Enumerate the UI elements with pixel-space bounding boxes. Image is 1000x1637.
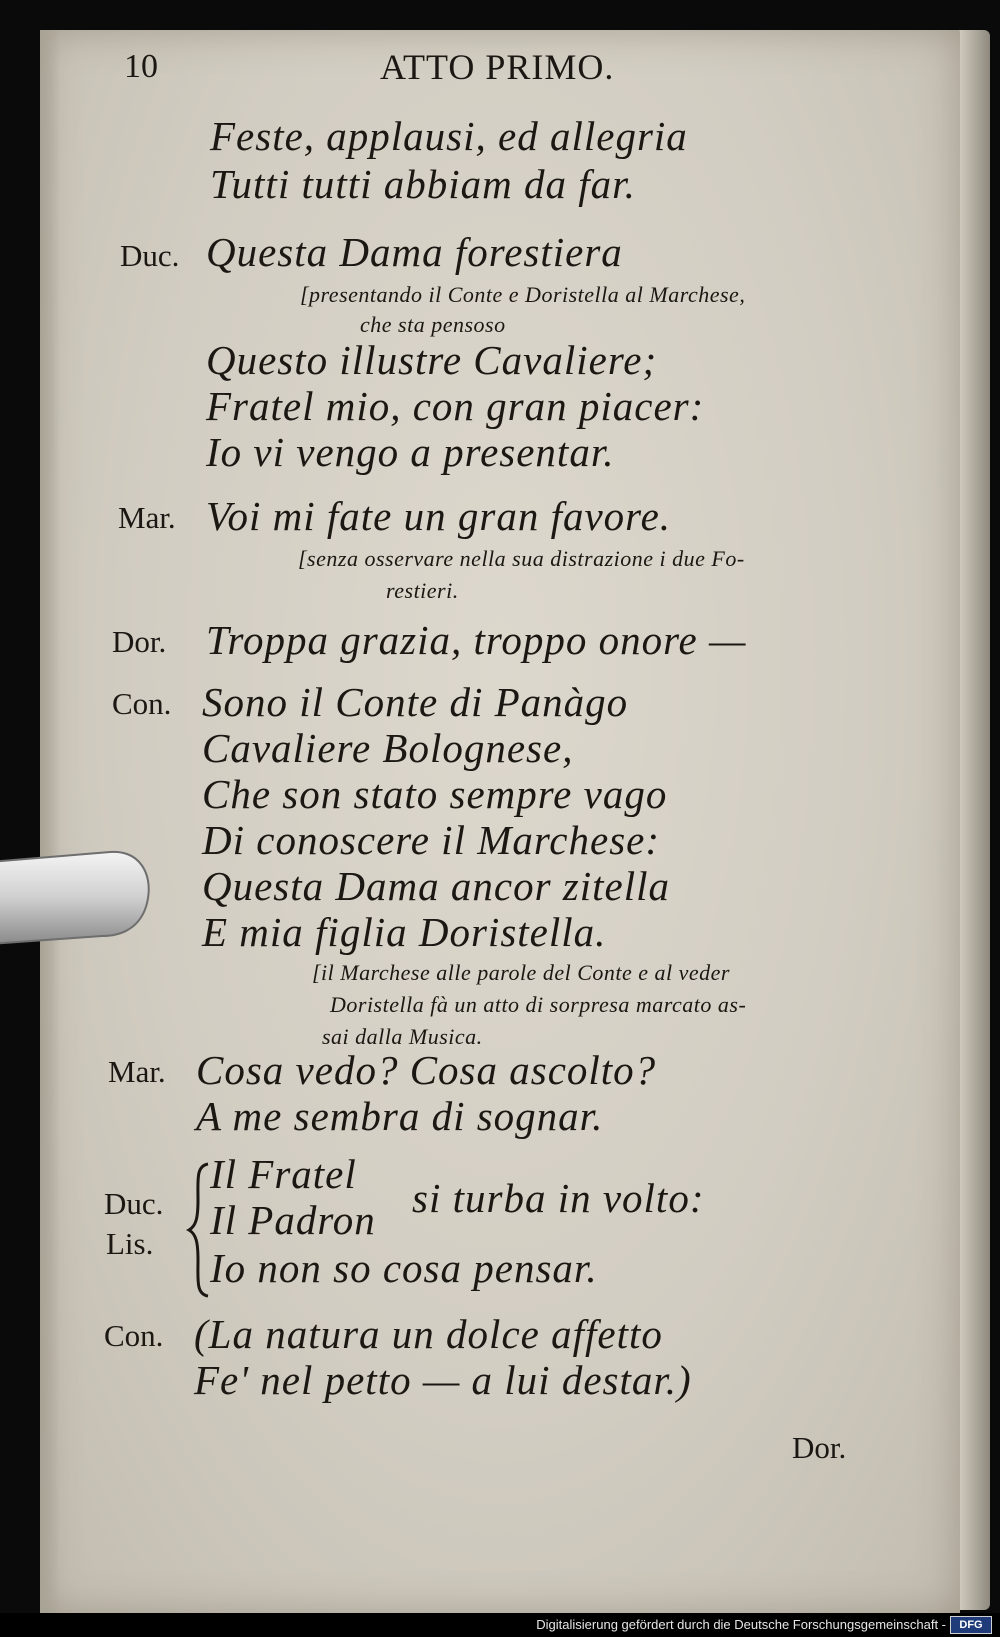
verse-line: (La natura un dolce affetto — [194, 1311, 663, 1357]
speaker-label: Mar. — [108, 1054, 166, 1089]
verse-line: Troppa grazia, troppo onore — — [206, 617, 747, 663]
verse-line: Io non so cosa pensar. — [210, 1245, 598, 1291]
page-number: 10 — [124, 48, 158, 85]
stage-direction: [presentando il Conte e Doristella al Marchese, — [300, 282, 746, 307]
verse-line: Di conoscere il Marchese: — [202, 817, 661, 863]
verse-line: Cavaliere Bolognese, — [202, 725, 574, 771]
stage-direction: [senza osservare nella sua distrazione i due Fo- — [298, 546, 745, 571]
verse-line: Il Fratel — [210, 1151, 357, 1197]
dfg-logo: DFG — [950, 1616, 992, 1634]
speaker-label: Dor. — [112, 624, 167, 659]
verse-line: Il Padron — [210, 1197, 376, 1243]
footer-bar — [0, 1613, 1000, 1637]
verse-line: Questa Dama forestiera — [206, 229, 623, 275]
speaker-label: Duc. — [104, 1186, 164, 1221]
running-header: ATTO PRIMO. — [380, 47, 615, 87]
page-clip — [0, 840, 160, 960]
verse-line: Questa Dama ancor zitella — [202, 863, 670, 909]
verse-line: si turba in volto: — [412, 1175, 705, 1221]
stage-direction: che sta pensoso — [360, 312, 506, 337]
verse-line: Feste, applausi, ed allegria — [210, 113, 688, 159]
verse-line: Questo illustre Cavaliere; — [206, 337, 658, 383]
stage-direction: restieri. — [386, 578, 459, 603]
verse-line: A me sembra di sognar. — [196, 1093, 604, 1139]
verse-line: Che son stato sempre vago — [202, 771, 668, 817]
verse-line: Io vi vengo a presentar. — [206, 429, 615, 475]
verse-line: Fe' nel petto — a lui destar.) — [194, 1357, 692, 1403]
stage-direction: Doristella fà un atto di sorpresa marcato as- — [330, 992, 747, 1017]
speaker-label: Con. — [112, 686, 172, 721]
stage-direction: sai dalla Musica. — [322, 1024, 483, 1049]
footer-credit: Digitalisierung gefördert durch die Deutsche Forschungsgemeinschaft - — [536, 1617, 946, 1632]
speaker-label: Duc. — [120, 238, 180, 273]
curly-brace — [186, 1160, 212, 1300]
speaker-label: Lis. — [106, 1226, 154, 1261]
speaker-label: Con. — [104, 1318, 164, 1353]
verse-line: Cosa vedo? Cosa ascolto? — [196, 1047, 657, 1093]
catchword: Dor. — [792, 1430, 847, 1465]
verse-line: Fratel mio, con gran piacer: — [206, 383, 705, 429]
verse-line: Sono il Conte di Panàgo — [202, 679, 629, 725]
speaker-label: Mar. — [118, 500, 176, 535]
verse-line: Voi mi fate un gran favore. — [206, 493, 672, 539]
verse-line: Tutti tutti abbiam da far. — [210, 161, 636, 207]
verse-line: E mia figlia Doristella. — [202, 909, 607, 955]
stage-direction: [il Marchese alle parole del Conte e al veder — [312, 960, 730, 985]
